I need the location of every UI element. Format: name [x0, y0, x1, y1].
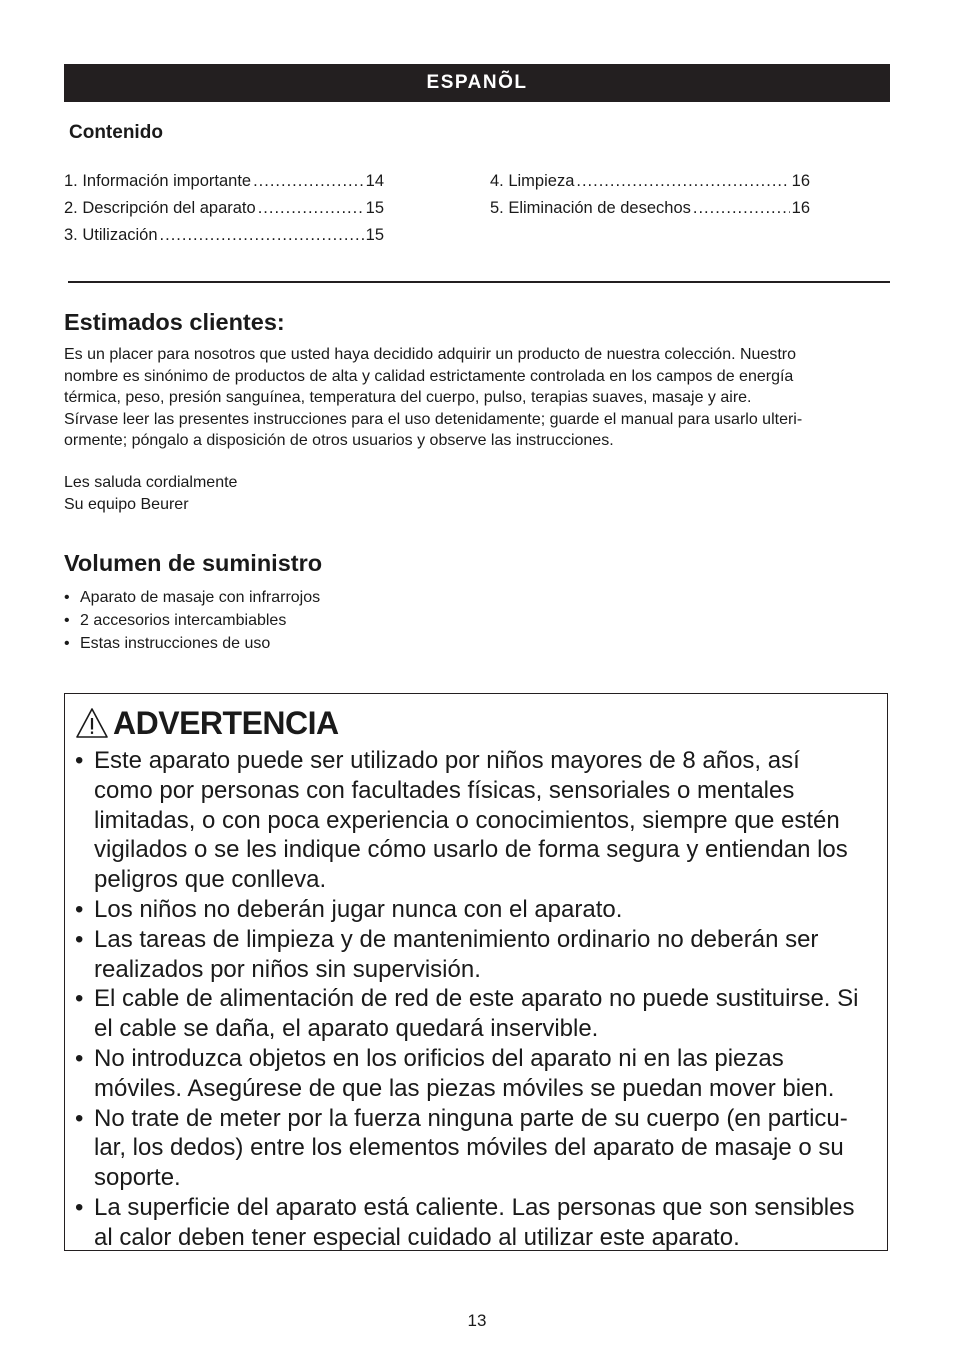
toc-entry[interactable] [64, 199, 384, 226]
warning-line: Este aparato puede ser utilizado por niños mayores de 8 años, así [94, 747, 800, 774]
toc-leader-dots [693, 199, 790, 218]
warning-title [75, 702, 339, 744]
toc-leader-dots [576, 172, 789, 191]
supply-heading: Volumen de suministro [64, 550, 323, 576]
paragraph-line: Sírvase leer las presentes instrucciones para el uso detenidamente; guarde el manual para usarlo ulteri- [64, 410, 803, 428]
list-item: • Aparato de masaje con infrarrojos [64, 589, 321, 606]
list-item-text: Aparato de masaje con infrarrojos [80, 589, 321, 606]
toc-entry-label: 5. Eliminación de desechos [490, 199, 691, 217]
warning-item: • No introduzca objetos en los orificios del aparato ni en las piezas móviles. Asegúrese de que las piezas móviles se puedan mover bien. [75, 1044, 887, 1104]
toc-column-right [490, 172, 810, 226]
toc-entry[interactable] [64, 226, 384, 253]
toc-leader-dots [160, 226, 364, 245]
warning-item: • Los niños no deberán jugar nunca con el aparato. [75, 895, 887, 925]
toc-leader-dots [258, 199, 364, 218]
toc-entry-page: 14 [365, 172, 384, 190]
warning-item: • No trate de meter por la fuerza ninguna parte de su cuerpo (en particu- lar, los dedos) entre los elementos móviles del aparato de masaje o su soporte. [75, 1104, 887, 1193]
toc-entry-page: 15 [365, 199, 384, 217]
warning-list [75, 746, 887, 1253]
warning-line: El cable de alimentación de red de este aparato no puede sustituirse. Si [94, 985, 859, 1013]
toc-heading: Contenido [69, 122, 163, 143]
warning-item: • Las tareas de limpieza y de mantenimiento ordinario no deberán ser realizados por niños sin supervisión. [75, 925, 887, 985]
toc-column-left [64, 172, 384, 253]
warning-line: No trate de meter por la fuerza ninguna parte de su cuerpo (en particu- [94, 1104, 848, 1132]
paragraph-line: nombre es sinónimo de productos de alta y calidad estrictamente controlada en los campos de energía [64, 367, 794, 385]
toc-entry-page: 16 [791, 199, 810, 217]
section-divider [68, 281, 890, 283]
list-item-text: 2 accesorios intercambiables [80, 612, 287, 629]
warning-line: como por personas con facultades físicas, sensoriales o mentales [94, 776, 795, 804]
toc-entry-label: 2. Descripción del aparato [64, 199, 256, 217]
warning-line: vigilados o se les indique cómo usarlo de forma segura y entiendan los [94, 836, 848, 864]
toc-leader-dots [253, 172, 364, 191]
warning-item: • Este aparato puede ser utilizado por niños mayores de 8 años, así como por personas con facultades físicas, sensoriales o mentales limitadas, o con poca experiencia o conocimientos, siempre que estén vigilados o se les indique cómo usarlo de forma segura y entiendan los peligros que conlleva. [75, 746, 887, 895]
warning-line: Los niños no deberán jugar nunca con el aparato. [94, 895, 623, 923]
paragraph-line: térmica, peso, presión sanguínea, temperatura del cuerpo, pulso, terapias suaves, masaje y aire. [64, 389, 752, 406]
warning-line: La superficie del aparato está caliente. Las personas que son sensibles [94, 1193, 855, 1221]
warning-triangle-icon [75, 707, 109, 739]
warning-line: No introduzca objetos en los orificios del aparato ni en las piezas [94, 1044, 784, 1072]
list-item: • 2 accesorios intercambiables [64, 612, 287, 629]
warning-line: soporte. [94, 1164, 181, 1192]
language-label: ESPANÕL [426, 72, 528, 93]
language-header-bar [64, 64, 890, 102]
warning-line: móviles. Asegúrese de que las piezas móviles se puedan mover bien. [94, 1074, 835, 1102]
warning-item: • El cable de alimentación de red de este aparato no puede sustituirse. Si el cable se daña, el aparato quedará inservible. [75, 984, 887, 1044]
warning-box [64, 693, 888, 1251]
warning-title-text: ADVERTENCIA [113, 704, 339, 741]
toc-entry-label: 4. Limpieza [490, 172, 575, 190]
warning-line: peligros que conlleva. [94, 866, 327, 894]
toc-entry[interactable] [490, 199, 810, 226]
toc-entry-page: 15 [365, 226, 384, 244]
greeting-heading: Estimados clientes: [64, 309, 285, 335]
supply-list [64, 586, 320, 655]
paragraph-line: ormente; póngalo a disposición de otros usuarios y observe las instrucciones. [64, 432, 614, 449]
list-item: • Estas instrucciones de uso [64, 635, 271, 652]
warning-line: el cable se daña, el aparato quedará inservible. [94, 1015, 599, 1043]
toc-entry[interactable] [64, 172, 384, 199]
signoff-line: Su equipo Beurer [64, 495, 189, 513]
paragraph-line: Es un placer para nosotros que usted haya decidido adquirir un producto de nuestra colección. Nuestro [64, 346, 797, 363]
toc-entry-page: 16 [791, 172, 810, 190]
greeting-paragraph [64, 344, 890, 452]
signoff-line: Les saluda cordialmente [64, 474, 238, 491]
warning-line: realizados por niños sin supervisión. [94, 955, 481, 983]
page-number: 13 [467, 1311, 487, 1330]
toc-entry-label: 1. Información importante [64, 172, 252, 190]
greeting-signoff [64, 472, 890, 515]
warning-line: Las tareas de limpieza y de mantenimiento ordinario no deberán ser [94, 925, 819, 953]
warning-line: lar, los dedos) entre los elementos móviles del aparato de masaje o su [94, 1134, 844, 1162]
list-item-text: Estas instrucciones de uso [80, 635, 271, 652]
toc-entry-label: 3. Utilización [64, 226, 158, 244]
warning-line: limitadas, o con poca experiencia o conocimientos, siempre que estén [94, 806, 840, 834]
warning-item: • La superficie del aparato está caliente. Las personas que son sensibles al calor deben tener especial cuidado al utilizar este aparato. [75, 1193, 887, 1253]
warning-line: al calor deben tener especial cuidado al utilizar este aparato. [94, 1223, 740, 1251]
toc-entry[interactable] [490, 172, 810, 199]
